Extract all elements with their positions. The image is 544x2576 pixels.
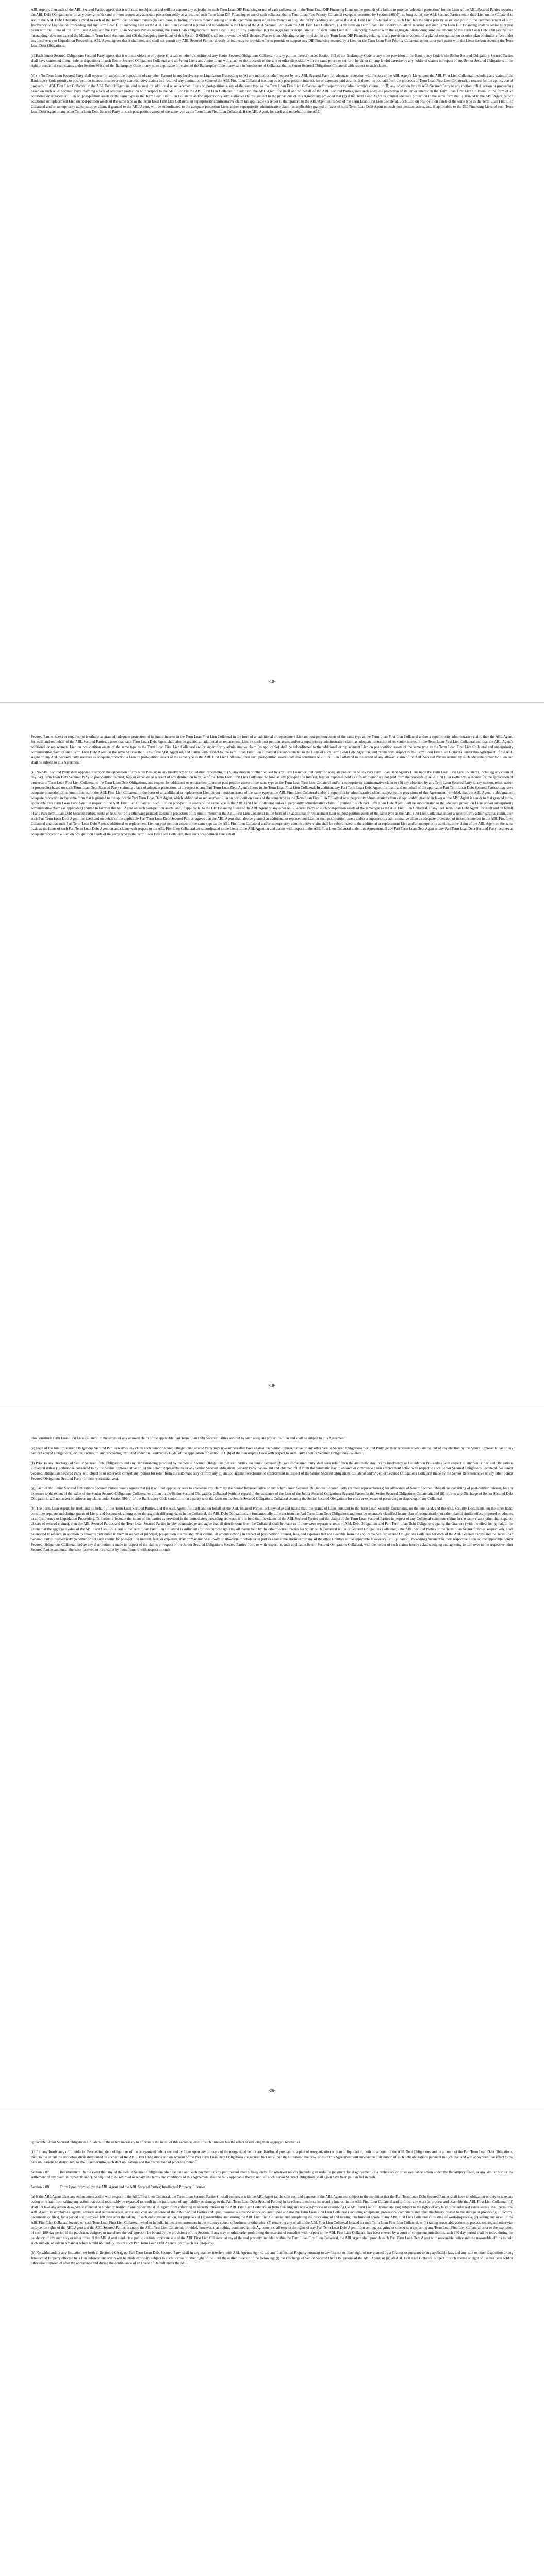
document-page-21: [0, 2111, 544, 2576]
section-2-07: Section 2.07 Reinstatement. In the event that any of the Senior Secured Obligations shall be paid and such payment or any part thereof shall subsequently, for whatever reason (including an order or judgment for disgorgement of a preference or other avoidance action under the Bankruptcy Code, or any similar law, or the settlement of any claim in respect thereof), be required to be returned or repaid, the terms and conditions of this Agreement shall be fully applicable thereto until all such Senior Secured Obligations shall again have been paid in full in cash.: [31, 2170, 514, 2179]
paragraph: Secured Parties, seeks or requires (or is otherwise granted) adequate protection of its junior interest in the Term Loan First Lien Collateral in the form of an additional or replacement Lien on post-petition assets of the same type as the Term Loan First Lien Collateral and/or a superpriority administrative claim, then the ABL Agent, for itself and on behalf of the ABL Secured Parties, agrees that each Term Loan Debt Agent shall also be granted an additional or replacement Lien on such post-petition assets and/or a superpriority administrative claim as adequate protection of its senior interest in the Term Loan First Lien Collateral and that the ABL Agent's additional or replacement Lien on post-petition assets of the same type as the Term Loan First Lien Collateral and/or superpriority administrative claim (as applicable) shall be subordinated to the additional or replacement Lien on post-petition assets of the same type as the Term Loan First Lien Collateral and superpriority administrative claim of such Term Loan Debt Agent on the same basis as the Liens of the ABL Agent on, and claims with respect to, the Term Loan First Lien Collateral are subordinated to the Liens of such Term Loan Debt Agent on, and claims with respect to, the Term Loan First Lien Collateral under this Agreement. If the ABL Agent or any ABL Secured Party receives as adequate protection a Lien on post-petition assets of the same type as the ABL First Lien Collateral, then such post-petition assets shall also constitute ABL First Lien Collateral to the extent of any allowed claim of the ABL Secured Parties secured by such adequate protection Lien and shall be subject to this Agreement.: [31, 735, 513, 765]
paragraph: (ii) No ABL Secured Party shall oppose (or support the opposition of any other Person) in any Insolvency or Liquidation Proceeding to (A) any motion or other request by any Term Loan Secured Party for adequate protection of any Pari Term Loan Debt Agent's Liens upon the Term Loan First Lien Collateral, including any claim of any Pari Term Loan Debt Secured Party to post-petition interest, fees or expenses as a result of any diminution in value of the Term Loan First Lien Collateral, so long as any post-petition interest, fees, or expenses paid as a result thereof are not paid from the proceeds of ABL First Lien Collateral, a request for the application of proceeds of Term Loan First Lien Collateral to the Term Loan Debt Obligations, and request for additional or replacement Liens on post-petition assets of the same type as the Term Loan First Lien Collateral and/or a superpriority administrative claim or (B) any objection by any Term Loan Secured Party to any motion, relief, action or proceeding based on such Term Loan Debt Secured Party claiming a lack of adequate protection, with respect to any Pari Term Loan Debt Agent's Liens in the Term Loan First Lien Collateral. In addition, any Pari Term Loan Debt Agent, for itself and on behalf of the applicable Pari Term Loan Debt Secured Parties, may seek adequate protection of its junior interest in the ABL First Lien Collateral in the form of an additional or replacement Lien on post-petition assets of the same type as the ABL First Lien Collateral and/or a superpriority administrative claim, subject to the provisions of this Agreement; provided, that the ABL Agent is also granted adequate protection in the same form that is granted to the applicable Pari Term Loan Debt Agent, which additional or replacement Lien on post-petition assets of the same type as the Term Loan First Lien Collateral or superpriority administrative claim (as applicable) granted in favor of the ABL Agent is senior to that granted to the applicable Pari Term Loan Debt Agent in respect of the ABL First Lien Collateral. Such Lien on post-petition assets of the same type as the ABL First Lien Collateral and/or superpriority administrative claim, if granted to such Pari Term Loan Debt Agent, will be subordinated to the adequate protection Liens and/or superpriority administrative claim (as applicable) granted in favor of the ABL Agent on such post-petition assets, and, if applicable, to the DIP Financing Liens of the ABL Agent or any other ABL Secured Party on such post-petition assets of the same type as the ABL First Lien Collateral. If any Pari Term Loan Debt Agent, for itself and on behalf of any Pari Term Loan Debt Secured Parties, seeks or requires (or is otherwise granted) adequate protection of its junior interest in the ABL First Lien Collateral in the form of an additional or replacement Lien on post-petition assets of the same type as the ABL First Lien Collateral and/or a superpriority administrative claim, then such Pari Term Loan Debt Agent, for itself and on behalf of the applicable Pari Term Loan Debt Secured Parties, agrees that the ABL Agent shall also be granted an additional or replacement Lien on such post-petition assets and/or a superpriority administrative claim as adequate protection of its senior interest in the ABL First Lien Collateral and that such Pari Term Loan Debt Agent's additional or replacement Lien on post-petition assets of the same type as the ABL First Lien Collateral and/or superpriority administrative claim shall be subordinated to the additional or replacement Lien and/or superpriority administrative claim of the ABL Agent on the same basis as the Liens of such Pari Term Loan Debt Agent on and claims with respect to the ABL First Lien Collateral are subordinated to the Liens of the ABL Agent on and claims with respect to the ABL First Lien Collateral under this Agreement. If any Pari Term Loan Debt Agent or any Pari Term Loan Debt Secured Party receives as adequate protection a Lien on post-petition assets of the same type as the Term Loan First Lien Collateral, then such post-petition assets shall: [31, 770, 513, 836]
page-body: [31, 1436, 513, 1557]
paragraph: (b) Notwithstanding any limitation set forth in Section 2.08(a), no Pari Term Loan Debt Secured Party shall in any manner interfere with ABL Agent's right to use any Intellectual Property pursuant to any license or other right of use granted by a Grantor or pursuant to any applicable law, and any sale or other disposition of any Intellectual Property effected by a lien enforcement action will be made expressly subject to such license or other right of use until the earlier to occur of the following: (i) the Discharge of Senior Secured Debt Obligations of the ABL Agent; or (ii) all ABL First Lien Collateral subject to such license or right of use has been sold or otherwise disposed of after the occurrence and during the continuance of an Event of Default under the ABL: [31, 2251, 513, 2265]
paragraph: (i) If in any Insolvency or Liquidation Proceeding, debt obligations of the reorganized debtor secured by Liens upon any property of the reorganized debtor are distributed pursuant to a plan of reorganization or plan of liquidation, both on account of the ABL Debt Obligations and on account of the Pari Term Loan Debt Obligations, then, to the extent the debt obligations distributed on account of the ABL Debt Obligations and on account of the Pari Term Loan Debt Obligations are secured by Liens upon the Collateral, the provisions of this Agreement will survive the distribution of such debt obligations pursuant to such plan and will apply with like effect to the debt obligations so distributed, to the Liens securing such debt obligations and the distribution of proceeds thereof.: [31, 2150, 513, 2164]
page-number: -18-: [268, 679, 276, 684]
document-page-18: [0, 0, 544, 701]
page-number: -19-: [268, 1383, 276, 1388]
paragraph: (h) The Term Loan Agent, for itself and on behalf of the Term Loan Secured Parties, and the ABL Agent, for itself and on behalf of the ABL Secured Parties, acknowledge and intend that: the grants of Liens pursuant to the Term Loan Security Documents, on the one hand, and the ABL Security Documents, on the other hand, constitute separate and distinct grants of Liens, and because of, among other things, their differing rights in the Collateral, the ABL Debt Obligations are fundamentally different from the Pari Term Loan Debt Obligations and must be separately classified in any plan of reorganization or other plan of similar effect proposed or adopted in an Insolvency or Liquidation Proceeding. To further effectuate the intent of the parties as provided in the immediately preceding sentence, if it is held that the claims of the ABL Secured Parties and the claims of the Term Loan Secured Parties in respect of any Collateral constitute claims in the same class (rather than separate classes of secured claims), then the ABL Secured Parties and the Term Loan Secured Parties hereby acknowledge and agree that all distributions from the Collateral shall be made as if there were separate classes of ABL Debt Obligations and Pari Term Loan Debt Obligations against the Grantors (with the effect being that, to the extent that the aggregate value of the ABL First Lien Collateral or the Term Loan First Lien Collateral is sufficient (for this purpose ignoring all claims held by the other Secured Parties for whom such Collateral is Junior Secured Obligations Collateral)), the ABL Secured Parties or the Term Loan Secured Parties, respectively, shall be entitled to receive, in addition to amounts distributed to them in respect of principal, pre-petition interest and other claims, all amounts owing in respect of post-petition interest, fees, and expenses that are available from the applicable Senior Secured Obligations Collateral for each of the ABL Secured Parties and the Term Loan Secured Parties, respectively (whether or not such claims for post-petition interest, fees, or expenses, may or may not be allowed or allowable in whole or in part as against the Borrower or any of the other Grantors in the applicable Insolvency or Liquidation Proceeding) pursuant to their respective Liens on the applicable Senior Secured Obligations Collateral, before any distribution is made in respect of the claims in respect of the Junior Secured Obligations Secured Parties from, or with respect to, such applicable Senior Secured Obligations Collateral, with the holder of such claims hereby acknowledging and agreeing to turn over to the respective other Secured Parties amounts otherwise received or receivable by them from, or with respect to, such: [31, 1506, 513, 1552]
document-page-20: [0, 1407, 544, 2108]
section-2-08: [31, 2184, 513, 2190]
paragraph: (a) If the ABL Agent takes any enforcement action with respect to the ABL First Lien Collateral, the Term Loan Secured Parties (i) shall cooperate with the ABL Agent (at the sole cost and expense of the ABL Agent and subject to the condition that the Pari Term Loan Debt Secured Parties shall have no obligation or duty to take any action or refrain from taking any action that could reasonably be expected to result in the incurrence of any liability or damage to the Pari Term Loan Debt Secured Parties) in its efforts to enforce its security interest in the ABL First Lien Collateral and to finish any work-in-process and assemble the ABL First Lien Collateral, (ii) shall not take any action designed or intended to hinder or restrict in any respect the ABL Agent from enforcing its security interest in the ABL First Lien Collateral or from finishing any work-in-process or assembling the ABL First Lien Collateral, and (iii) subject to the rights of any landlords under real estate leases, shall permit the ABL Agent, its employees, agents, advisers and representatives, at the sole cost and expense of the ABL Secured Parties and upon reasonable advance notice, to enter upon and use the Term Loan First Lien Collateral (including equipment, processors, computers and other machinery related to the storage or processing of records, documents or files), for a period not to exceed 180 days after the taking of such enforcement action, for purposes of (1) assembling and storing the ABL First Lien Collateral and completing the processing of and turning into finished goods of any ABL First Lien Collateral consisting of work-in-process, (2) selling any or all of the ABL First Lien Collateral located on such Term Loan First Lien Collateral, whether in bulk, in lots or to customers in the ordinary course of business or otherwise, (3) removing any or all of the ABL First Lien Collateral located on such Term Loan First Lien Collateral, or (4) taking reasonable actions to protect, secure, and otherwise enforce the rights of the ABL Agent and the ABL Secured Parties in and to the ABL First Lien Collateral; provided, however, that nothing contained in this Agreement shall restrict the rights of any Pari Term Loan Debt Agent from selling, assigning or otherwise transferring any Term Loan First Lien Collateral prior to the expiration of such 180-day period if the purchaser, assignee or transferee thereof agrees to be bound by the provisions of this Section. If any stay or other order prohibiting the exercise of remedies with respect to the ABL First Lien Collateral has been entered by a court of competent jurisdiction, such 180-day period shall be tolled during the pendency of any such stay or other order. If the ABL Agent conducts a public auction or private sale of the ABL First Lien Collateral at any of the real property included within the Term Loan First Lien Collateral, the ABL Agent shall provide each Pari Term Loan Debt Agent with reasonable notice and use reasonable efforts to hold such auction, or sale in a manner which would not unduly disrupt such Pari Term Loan Debt Agent's use of such real property.: [31, 2195, 513, 2245]
document-page-19: [0, 703, 544, 1404]
section-text: In the event that any of the Senior Secured Obligations shall be paid and such payment or any part thereof shall subsequently, for whatever reason (including an order or judgment for disgorgement of a preference or other avoidance action under the Bankruptcy Code, or any similar law, or the settlement of any claim in respect thereof), be required to be returned or repaid, the terms and conditions of this Agreement shall be fully applicable thereto until all such Senior Secured Obligations shall again have been paid in full in cash.: [31, 2170, 514, 2179]
page-body: [31, 7, 513, 119]
page-body: [31, 2140, 513, 2270]
paragraph: (e) Each of the Junior Secured Obligations Secured Parties waives any claim such Junior Secured Obligations Secured Party may now or hereafter have against the Senior Representative or any other Senior Secured Obligations Secured Party (or their representatives) arising out of any election by the Senior Representative or any Senior Secured Obligations Secured Parties, in any proceeding instituted under the Bankruptcy Code, of the application of Section 1111(b) of the Bankruptcy Code with respect to such Party's Senior Secured Obligations Collateral.: [31, 1446, 513, 1455]
paragraph: (g) Each of the Junior Secured Obligations Secured Parties hereby agrees that (i) it will not oppose or seek to challenge any claim by the Senior Representative or any other Senior Secured Obligations Secured Party (or their representatives) for allowance of Senior Secured Obligations consisting of post-petition interest, fees or expenses to the extent of the value of the Senior Secured Obligations Collateral or a Lien on the Senior Secured Obligations Collateral (without regard to the existence of the Lien of the Junior Secured Obligations Secured Parties on the Senior Secured Obligations Collateral); and (ii) prior to any Discharge of Senior Secured Debt Obligations, will not assert or enforce any claim under Section 506(c) of the Bankruptcy Code senior to or on a parity with the Liens on the Senior Secured Obligations Collateral securing the Senior Secured Obligations for costs or expenses of preserving or disposing of any Collateral.: [31, 1486, 513, 1501]
paragraph: (c) Each Junior Secured Obligations Secured Party agrees that it will not object to or oppose (i) a sale or other disposition of any Senior Secured Obligations Collateral (or any portion thereof) under Section 363 of the Bankruptcy Code or any other provision of the Bankruptcy Code if the Senior Secured Obligations Secured Parties shall have consented to such sale or disposition of such Senior Secured Obligations Collateral and all Senior Liens and Junior Liens will attach to the proceeds of the sale or other disposition with the same priorities set forth herein or (ii) any lawful exercise by any holder of claims in respect of any Senior Secured Obligations of the right to credit bid such claims under Section 363(k) of the Bankruptcy Code or any other applicable provision of the Bankruptcy Code in any sale in foreclosure of Collateral that is Senior Secured Obligations Collateral with respect to such claims.: [31, 54, 513, 68]
section-number: Section 2.08: [31, 2185, 49, 2189]
paragraph: applicable Senior Secured Obligations Collateral to the extent necessary to effectuate the intent of this sentence, even if such turnover has the effect of reducing their aggregate recoveries.: [31, 2140, 301, 2144]
section-title: Entry Upon Premises by the ABL Agent and the ABL Secured Parties; Intellectual Property Licenses: [59, 2185, 205, 2189]
page-number: -20-: [268, 2088, 276, 2093]
section-title: Reinstatement: [60, 2170, 81, 2174]
paragraph: ABL Agent), then each of the ABL Secured Parties agrees that it will raise no objection and will not support any objection to such Term Loan DIP Financing or use of cash collateral or to the Term Loan DIP Financing Liens on the grounds of a failure to provide "adequate protection" for the Liens of the ABL Secured Parties securing the ABL Debt Obligations or on any other grounds (and will not request any adequate protection solely as a result of such Term Loan DIP Financing or use of cash collateral that is Term Loan First Priority Collateral except as permitted by Section 2.06(d)), so long as: (A) the ABL Secured Parties retain their Lien on the Collateral to secure the ABL Debt Obligations owed to each of the Term Loan Secured Parties (in each case, including proceeds thereof arising after the commencement of an Insolvency or Liquidation Proceeding) and, as to the ABL First Lien Collateral only, such Lien has the same priority as existed prior to the commencement of such Insolvency or Liquidation Proceeding and any Term Loan DIP Financing Lien on the ABL First Lien Collateral is junior and subordinate to the Liens of the ABL Secured Parties on the ABL First Lien Collateral, (B) all Liens on Term Loan First Priority Collateral securing any such Term Loan DIP Financing shall be senior to or pari passu with the Liens of the Term Loan Agent and the Term Loan Secured Parties securing the Term Loan Obligations on Term Loan First Priority Collateral, (C) the aggregate principal amount of such Term Loan DIP Financing, together with the aggregate outstanding principal amount of the Term Loan Debt Obligations then outstanding, does not exceed the Maximum Term Loan Amount, and (D) the foregoing provisions of this Section 2.06(b)(i) shall not prevent the ABL Secured Parties from objecting to any provision in any Term Loan DIP Financing relating to any provision or content of a plan of reorganization or other plan of similar effect under any Insolvency or Liquidation Proceeding. ABL Agent agrees that it shall not, and shall not permit any ABL Secured Parties, directly or indirectly to provide, offer to provide or support any DIP Financing secured by a Lien on the Term Loan First Priority Collateral senior to or pari passu with the Liens thereon securing the Term Loan Debt Obligations.: [31, 8, 513, 48]
section-number: Section 2.07: [31, 2170, 49, 2174]
paragraph: (f) Prior to any Discharge of Senior Secured Debt Obligations and any DIP Financing provided by the Senior Secured Obligations Secured Parties, no Junior Secured Obligations Secured Party shall seek relief from the automatic stay in any Insolvency or Liquidation Proceeding with respect to any Senior Secured Obligations Collateral unless (i) otherwise consented to by the Senior Representative or (ii) the Senior Representative or any Senior Secured Obligations Secured Party has sought and obtained relief from the automatic stay to enforce or commence a lien enforcement action with respect to such Senior Secured Obligations Collateral. No Junior Secured Obligations Secured Party will object to or otherwise contest any motion for relief from the automatic stay or from any injunction against foreclosure or enforcement in respect of the Senior Secured Obligations Collateral and/or Senior Secured Obligations Collateral made by the Senior Representative or any other Senior Secured Obligations Secured Party (or their representatives).: [31, 1461, 513, 1481]
paragraph: also constitute Term Loan First Lien Collateral to the extent of any allowed claim of the applicable Pari Term Loan Debt Secured Parties secured by such adequate protection Lien and shall be subject to this Agreement.: [31, 1436, 346, 1440]
page-body: [31, 734, 513, 841]
page-divider: [0, 702, 544, 703]
paragraph: (d) (i) No Term Loan Secured Party shall oppose (or support the opposition of any other Person) in any Insolvency or Liquidation Proceeding to (A) any motion or other request by any ABL Secured Party for adequate protection with respect to the ABL Agent's Liens upon the ABL First Lien Collateral, including any claim of the Bankruptcy Code priority to post-petition interest or superpriority administrative claims as a result of any diminution in value of the ABL First Lien Collateral (so long as any post-petition interest, fee or expenses paid as a result thereof is not paid from the proceeds of Term Loan First Lien Collateral), a request for the application of proceeds of ABL First Lien Collateral to the ABL Debt Obligations, and request for additional or replacement Liens on post-petition assets of the same type as the Term Loan First Lien Collateral and/or superpriority administrative claims, or (B) any objection by any ABL Secured Party to any motion, relief, action or proceeding based on such ABL Secured Party claiming a lack of adequate protection with respect to the ABL Liens in the ABL First Lien Collateral. In addition, the ABL Agent, for itself and on behalf of the ABL Secured Parties, may seek adequate protection of its junior interest in the Term Loan First Lien Collateral in the form of an additional or replacement Lien on post-petition assets of the same type as the Term Loan First Lien Collateral and/or superpriority administrative claims, subject to the provisions of this Agreement; provided that (x) if the Term Loan Agent is granted adequate protection in the same form that is granted to the ABL Agent, which additional or replacement Lien on post-petition assets of the same type as the Term Loan First Lien Collateral or superpriority administrative claim (as applicable) is senior to that granted to the ABL Agent in respect of the Term Loan First Lien Collateral. Such Lien on post-petition assets of the same type as the Term Loan First Lien Collateral and/or superpriority administrative claim, if granted to the ABL Agent, will be subordinated to the adequate protection Liens and/or superpriority administrative claim (as applicable) granted in favor of such Term Loan Debt Agent on such post-petition assets, and, if applicable, to the DIP Financing Liens of such Term Loan Debt Agent or any other Term Loan Debt Secured Party on such post-petition assets of the same type as the Term Loan First Lien Collateral. If the ABL Agent, for itself and on behalf of the ABL: [31, 74, 513, 114]
